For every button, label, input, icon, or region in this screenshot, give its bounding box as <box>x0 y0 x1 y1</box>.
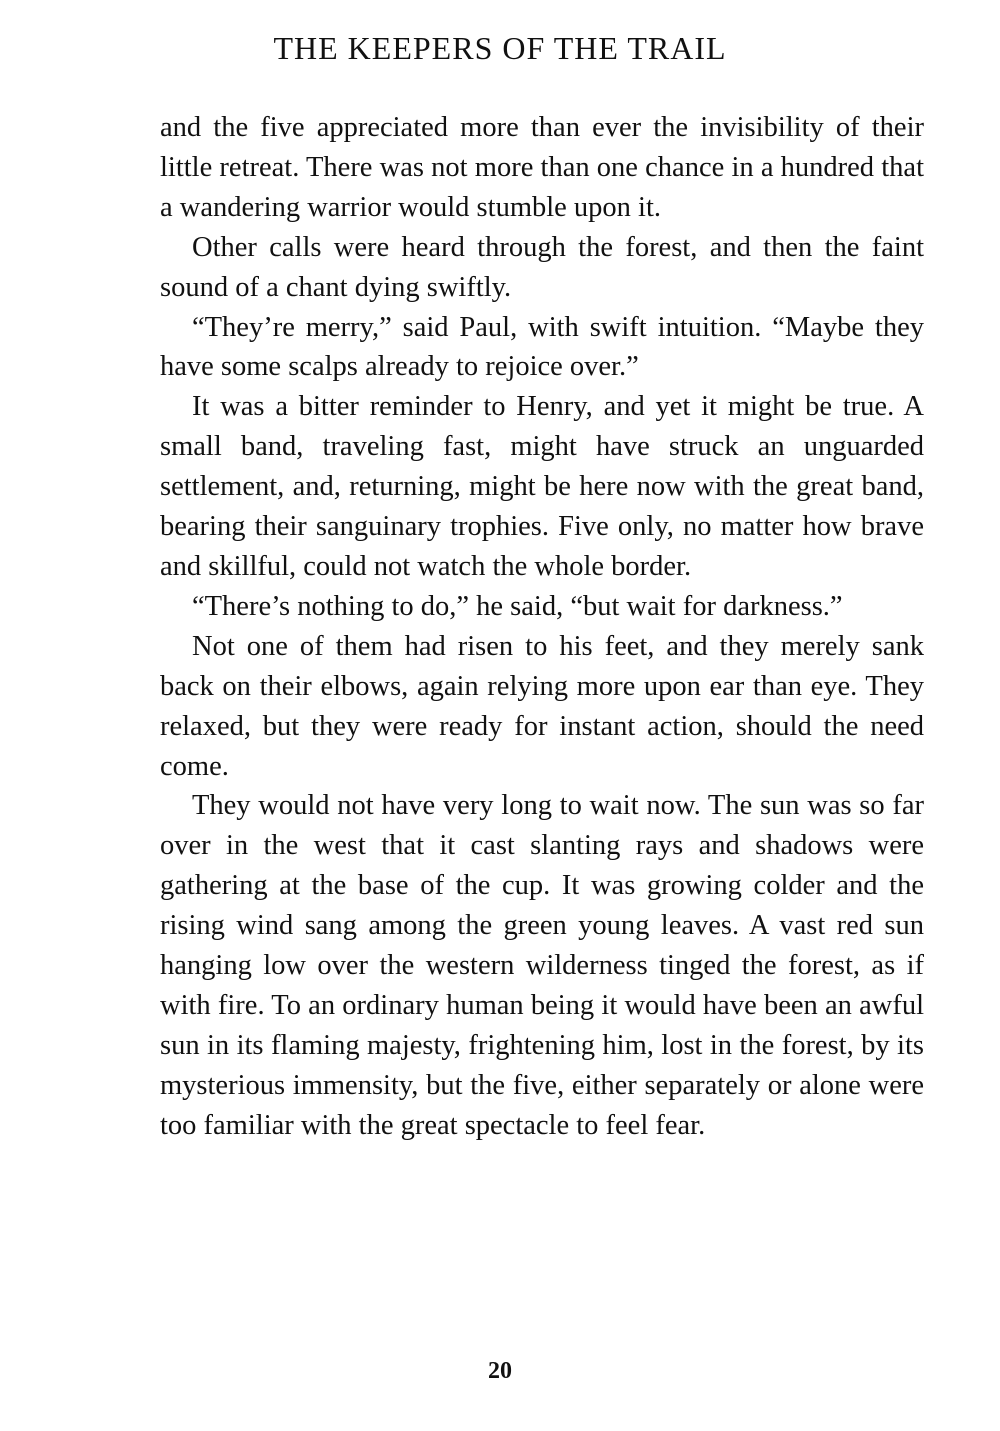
paragraph: It was a bitter reminder to Henry, and yet it might be true. A small band, traveling fast, might have struck an unguarded settlement, and, returning, might be here now with the great band, bearing their sanguinary trophies. Five only, no matter how brave and skillful, could not watch the whole border. <box>160 391 924 582</box>
paragraph: They would not have very long to wait now. The sun was so far over in the west that it cast slanting rays and shadows were gathering at the base of the cup. It was growing colder and the rising wind sang among the green young leaves. A vast red sun hanging low over the western wilderness tinged the forest, as if with fire. To an ordinary human being it would have been an awful sun in its flaming majesty, frightening him, lost in the forest, by its mysterious immensity, but the five, either separately or alone were too familiar with the great spectacle to feel fear. <box>160 790 924 1141</box>
paragraph: Other calls were heard through the forest, and then the faint sound of a chant dying swiftly. <box>160 231 924 303</box>
running-header: THE KEEPERS OF THE TRAIL <box>273 30 727 66</box>
paragraph: “They’re merry,” said Paul, with swift intuition. “Maybe they have some scalps already to rejoice over.” <box>160 311 924 383</box>
paragraph: “There’s nothing to do,” he said, “but wait for darkness.” <box>192 590 843 622</box>
paragraph: and the five appreciated more than ever the invisibility of their little retreat. There was not more than one chance in a hundred that a wandering warrior would stumble upon it. <box>160 112 924 223</box>
paragraph: Not one of them had risen to his feet, and they merely sank back on their elbows, again relying more upon ear than eye. They relaxed, but they were ready for instant action, should the need come. <box>160 630 924 782</box>
body-text <box>160 108 924 1146</box>
page-number: 20 <box>488 1358 512 1384</box>
